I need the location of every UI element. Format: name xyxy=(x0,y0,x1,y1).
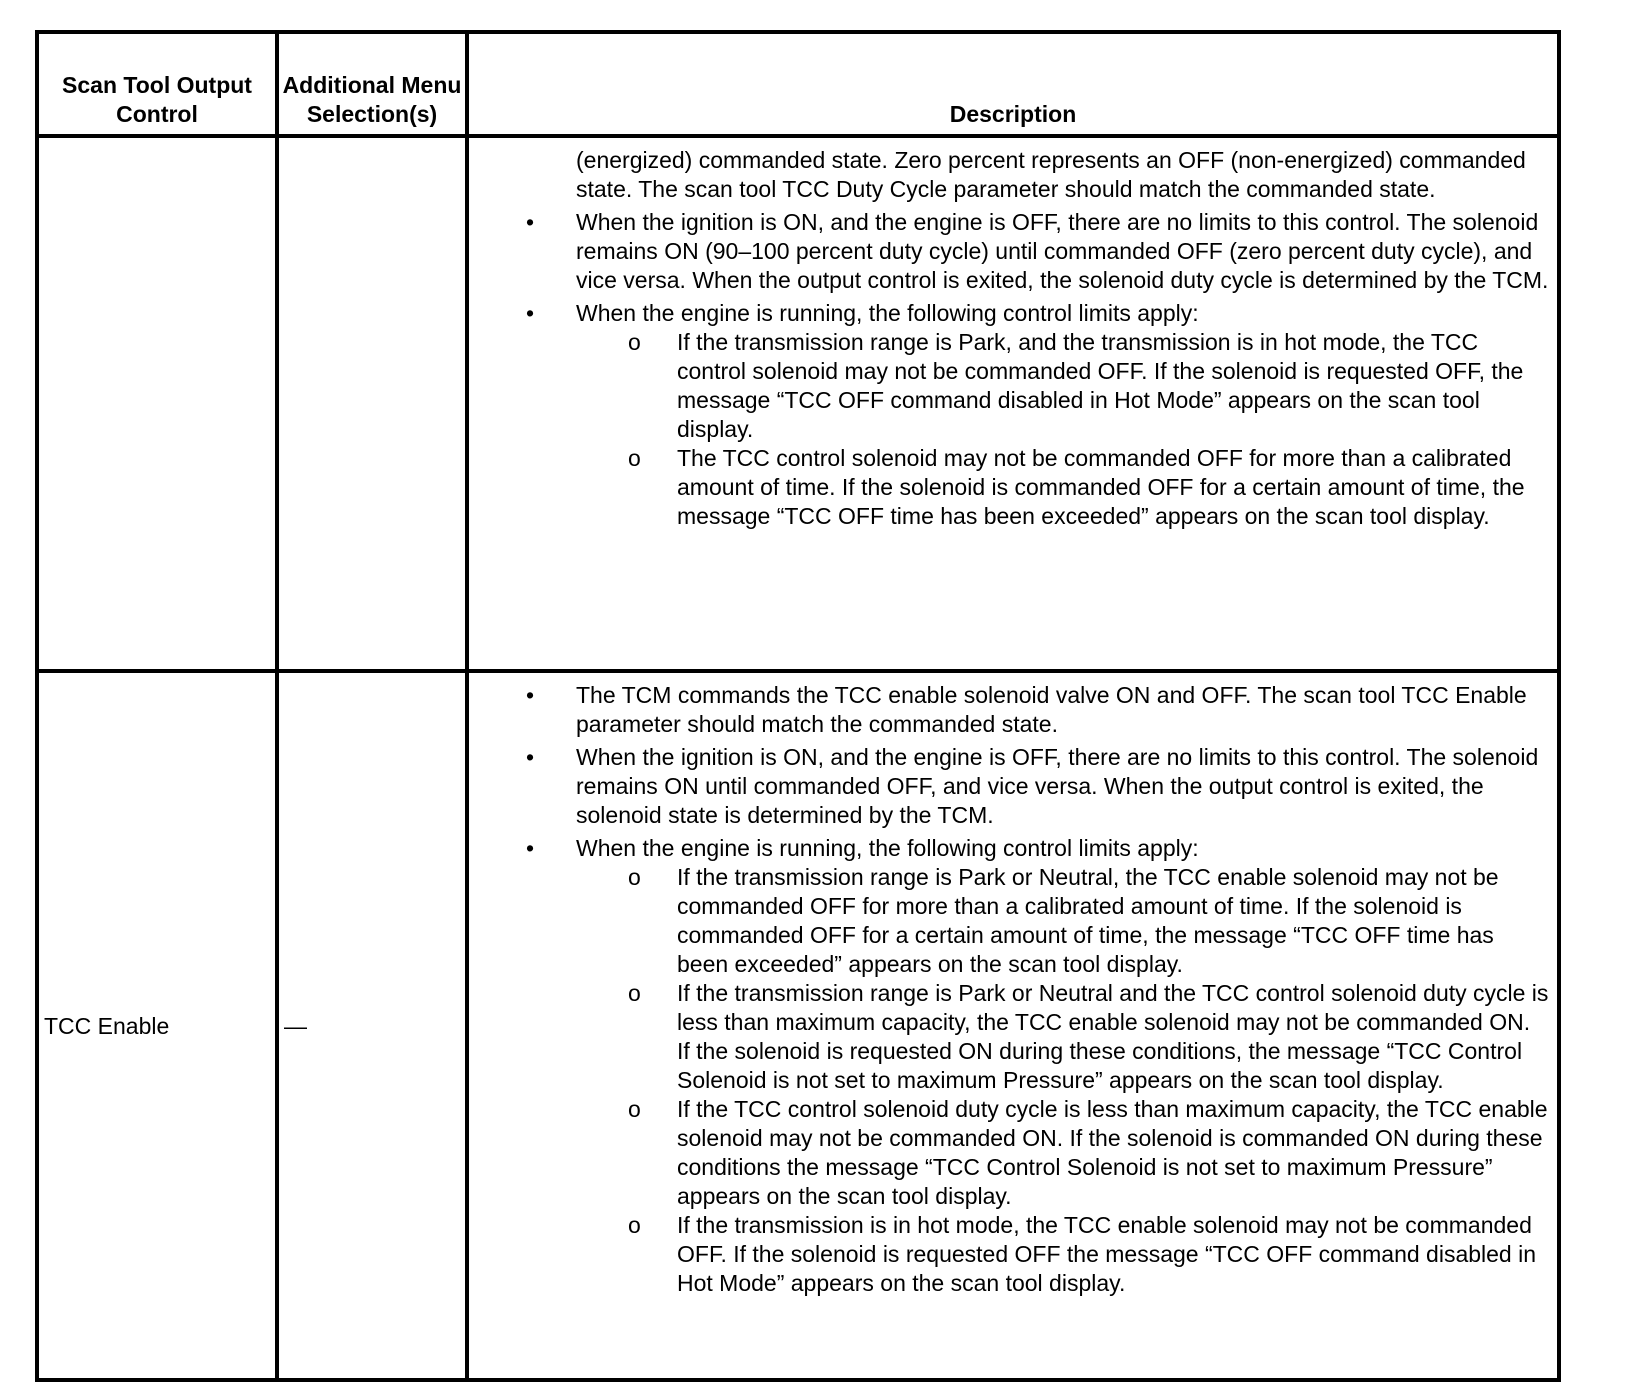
sub-text: If the transmission range is Park or Neutral and the TCC control solenoid duty cycle is less than maximum capacity, the TCC enable solenoid may not be commanded ON. If the solenoid is requested ON during these conditions, the message “TCC Control Solenoid is not set to maximum Pressure” appears on the scan tool display. xyxy=(677,980,1549,1093)
sub-list-item xyxy=(576,1095,1549,1211)
bullet-marker: • xyxy=(526,682,535,708)
sub-list-item xyxy=(576,979,1549,1095)
list-item xyxy=(469,834,1549,1298)
sub-marker: o xyxy=(628,329,641,355)
sub-marker: o xyxy=(628,1096,641,1122)
sub-text: If the transmission range is Park or Neutral, the TCC enable solenoid may not be commanded OFF for more than a calibrated amount of time. If the solenoid is commanded OFF for a certain amount of time, the message “TCC OFF time has been exceeded” appears on the scan tool display. xyxy=(677,864,1499,977)
menu-cell-dash: — xyxy=(277,671,467,1380)
sub-list xyxy=(576,863,1549,1298)
bullet-marker: • xyxy=(526,835,535,861)
list-item xyxy=(469,208,1549,295)
continued-paragraph: (energized) commanded state. Zero percent represents an OFF (non-energized) commanded state. The scan tool TCC Duty Cycle parameter should match the commanded state. xyxy=(576,147,1526,202)
list-item xyxy=(469,681,1549,739)
sub-list-item xyxy=(576,863,1549,979)
menu-cell xyxy=(277,136,467,671)
sub-text: If the TCC control solenoid duty cycle is less than maximum capacity, the TCC enable solenoid may not be commanded ON. If the solenoid is commanded ON during these conditions the message “TCC Control Solenoid is not set to maximum Pressure” appears on the scan tool display. xyxy=(677,1096,1548,1209)
table-header-row xyxy=(37,32,1559,136)
bullet-marker: • xyxy=(526,300,535,326)
header-additional-menu-selections: Additional Menu Selection(s) xyxy=(277,32,467,136)
bullet-text: When the engine is running, the following control limits apply: xyxy=(576,300,1199,326)
sub-marker: o xyxy=(628,864,641,890)
sub-marker: o xyxy=(628,980,641,1006)
bullet-marker: • xyxy=(526,209,535,235)
table-row xyxy=(37,136,1559,671)
bullet-list xyxy=(469,681,1549,1298)
sub-list-item xyxy=(576,1211,1549,1298)
control-cell-tcc-enable: TCC Enable xyxy=(37,671,277,1380)
sub-list-item xyxy=(576,444,1549,531)
list-item xyxy=(469,299,1549,531)
bullet-text: The TCM commands the TCC enable solenoid valve ON and OFF. The scan tool TCC Enable parameter should match the commanded state. xyxy=(576,682,1527,737)
header-scan-tool-output-control: Scan Tool Output Control xyxy=(37,32,277,136)
bullet-text: When the engine is running, the following control limits apply: xyxy=(576,835,1199,861)
sub-list-item xyxy=(576,328,1549,444)
sub-marker: o xyxy=(628,445,641,471)
description-cell xyxy=(467,671,1559,1380)
table-row xyxy=(37,671,1559,1380)
sub-marker: o xyxy=(628,1212,641,1238)
description-cell xyxy=(467,136,1559,671)
control-cell xyxy=(37,136,277,671)
output-control-table xyxy=(35,30,1561,1382)
bullet-text: When the ignition is ON, and the engine is OFF, there are no limits to this control. The solenoid remains ON (90–100 percent duty cycle) until commanded OFF (zero percent duty cycle), and vice versa. When the output control is exited, the solenoid duty cycle is determined by the TCM. xyxy=(576,209,1549,293)
list-item xyxy=(469,743,1549,830)
bullet-marker: • xyxy=(526,744,535,770)
sub-text: If the transmission range is Park, and the transmission is in hot mode, the TCC control solenoid may not be commanded OFF. If the solenoid is requested OFF, the message “TCC OFF command disabled in Hot Mode” appears on the scan tool display. xyxy=(677,329,1524,442)
sub-list xyxy=(576,328,1549,531)
header-description: Description xyxy=(467,32,1559,136)
sub-text: If the transmission is in hot mode, the TCC enable solenoid may not be commanded OFF. If the solenoid is requested OFF the message “TCC OFF command disabled in Hot Mode” appears on the scan tool display. xyxy=(677,1212,1537,1296)
bullet-list xyxy=(469,208,1549,531)
bullet-text: When the ignition is ON, and the engine is OFF, there are no limits to this control. The solenoid remains ON until commanded OFF, and vice versa. When the output control is exited, the solenoid state is determined by the TCM. xyxy=(576,744,1539,828)
sub-text: The TCC control solenoid may not be commanded OFF for more than a calibrated amount of time. If the solenoid is commanded OFF for a certain amount of time, the message “TCC OFF time has been exceeded” appears on the scan tool display. xyxy=(677,445,1525,529)
